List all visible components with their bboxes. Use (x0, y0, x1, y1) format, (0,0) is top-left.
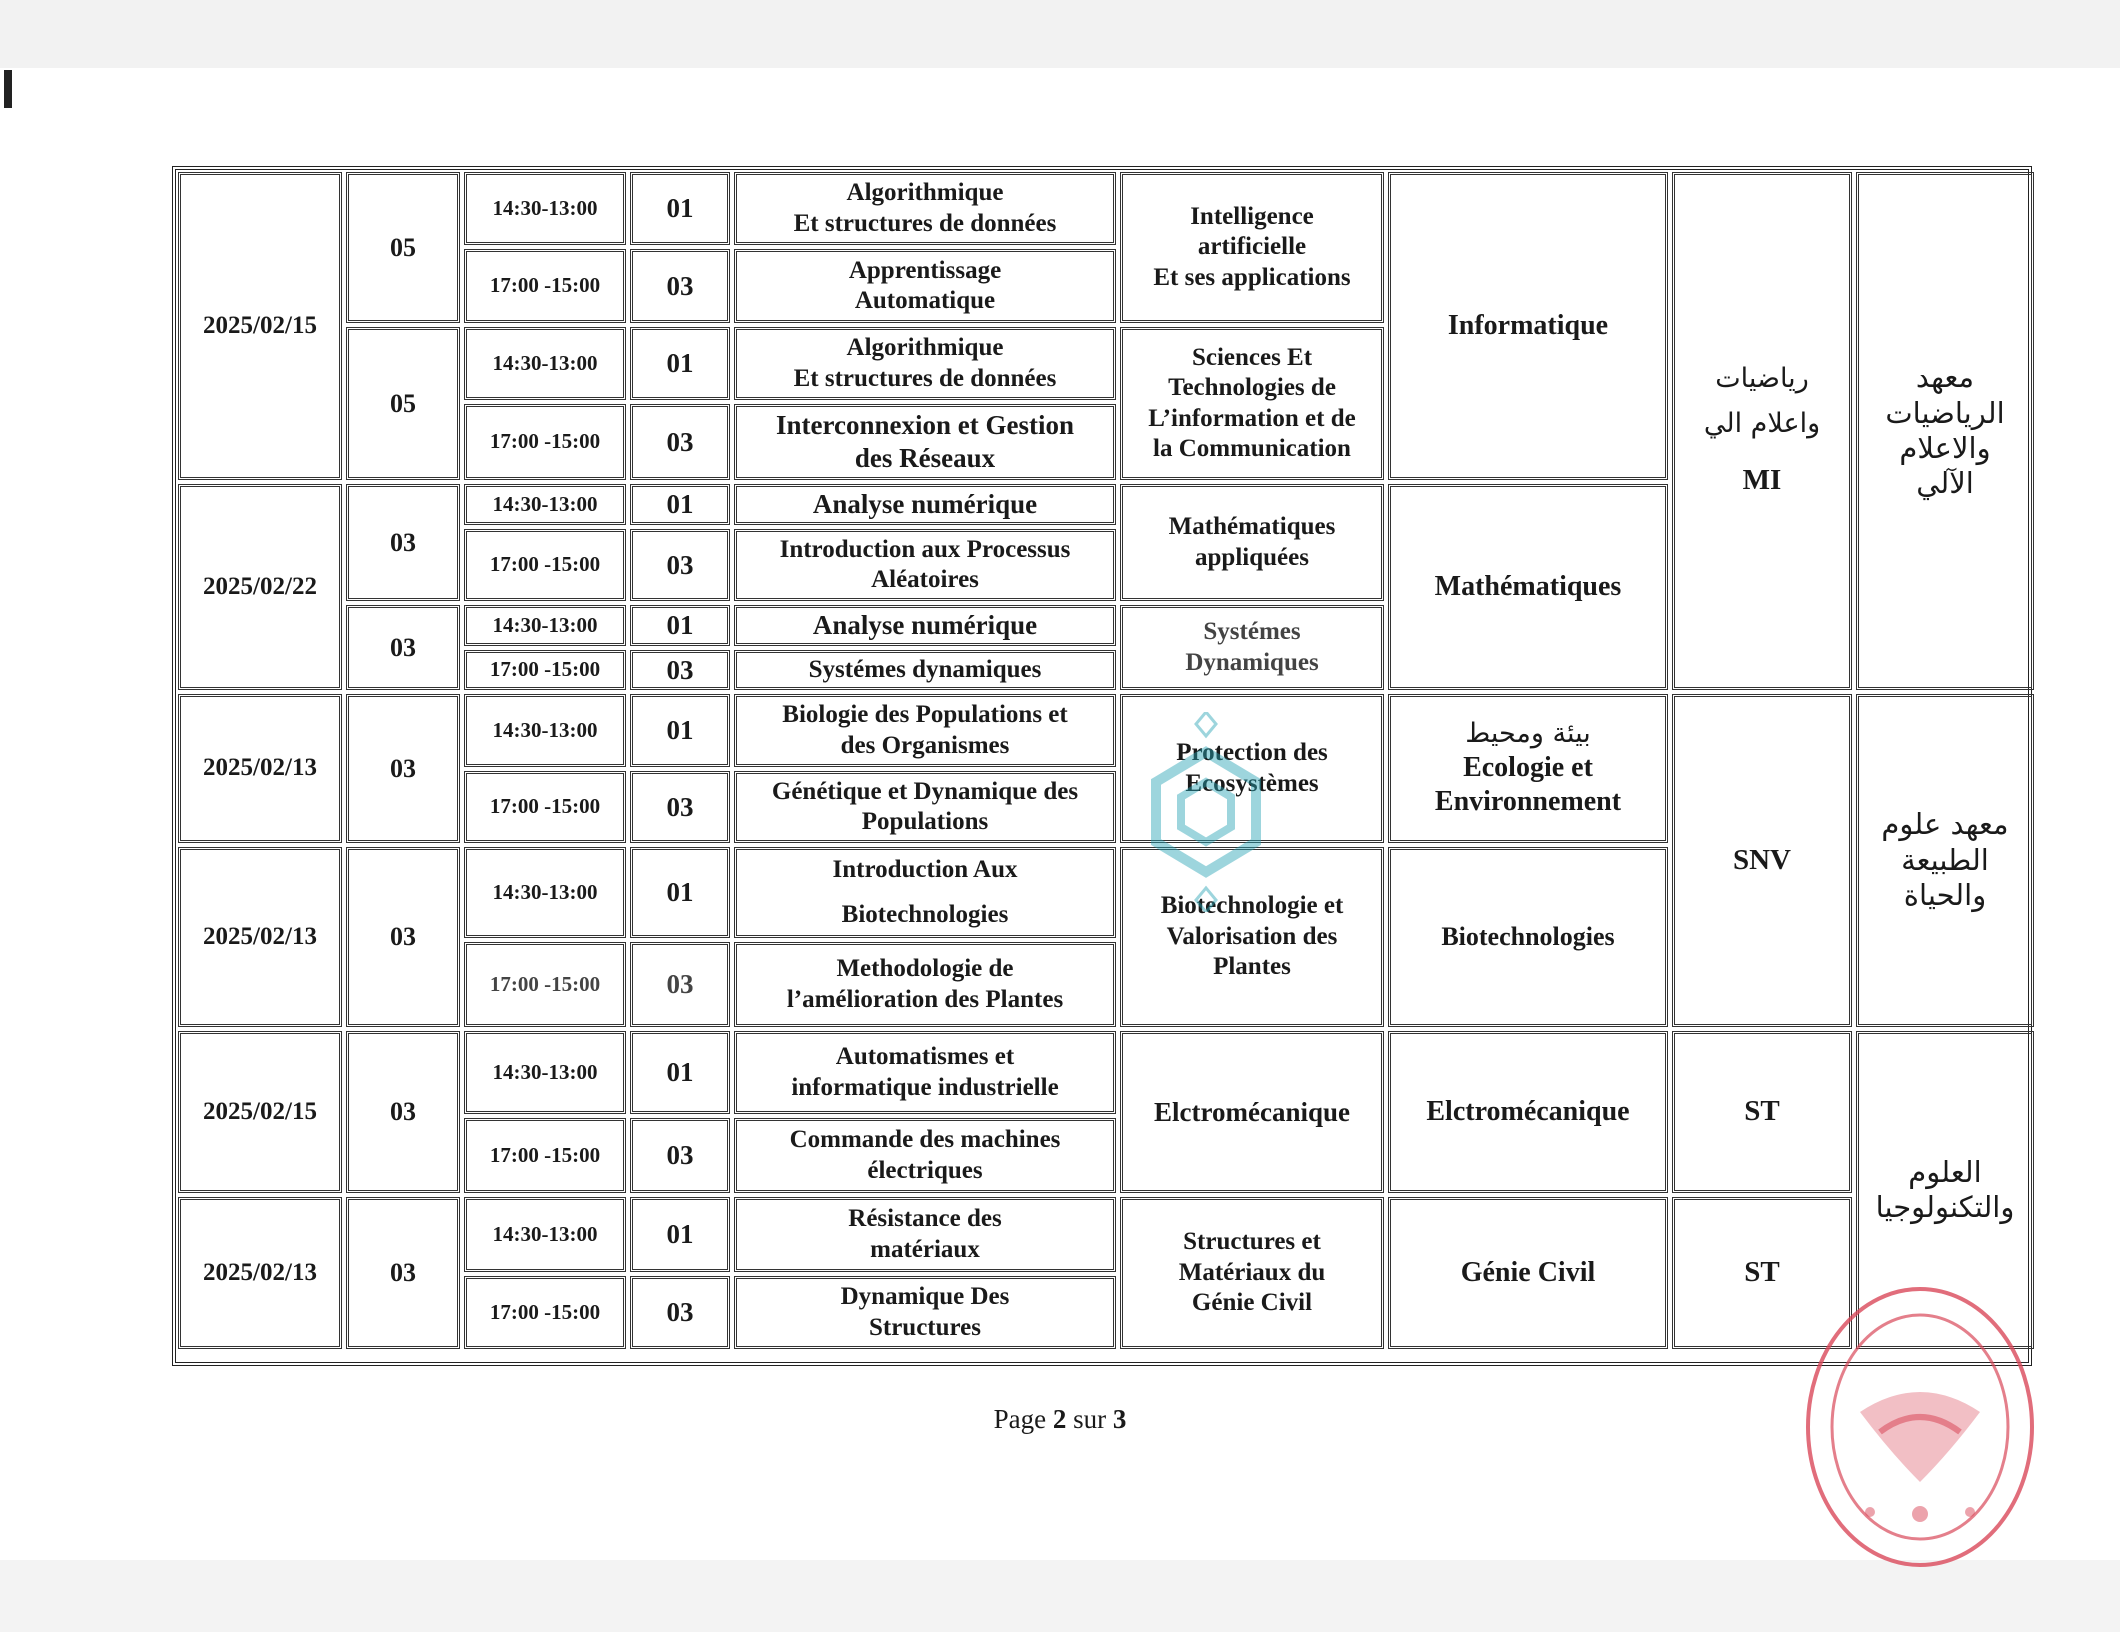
page-separator: sur (1073, 1404, 1107, 1434)
speciality-line: Matériaux du (1178, 1258, 1326, 1286)
module-line: Dynamique Des (840, 1283, 1010, 1310)
module-line: Aléatoires (871, 566, 979, 593)
exam-date: 2025/02/13 (178, 1197, 342, 1349)
exam-time: 14:30-13:00 (464, 172, 626, 245)
speciality-line: Biotechnologie et (1160, 892, 1344, 920)
exam-time: 17:00 -15:00 (464, 650, 626, 690)
module-line: Algorithmique (846, 179, 1004, 206)
speciality-line: Intelligence (1190, 202, 1314, 230)
watermark-logo (1136, 712, 1276, 912)
module-line: Génétique et Dynamique des (771, 777, 1079, 805)
speciality-line: Génie Civil (1191, 1289, 1313, 1317)
page-footer (0, 1404, 2120, 1435)
total-pages: 3 (1112, 1404, 1127, 1434)
module-line: Introduction Aux (832, 856, 1018, 883)
exam-session: 01 (630, 484, 730, 525)
exam-time: 17:00 -15:00 (464, 404, 626, 480)
speciality-line: Dynamiques (1185, 648, 1319, 676)
exam-session: 01 (630, 847, 730, 938)
exam-module (734, 942, 1116, 1027)
domaine-ar-line: رياضيات (1715, 363, 1809, 395)
domaine-cell-st: ST (1672, 1197, 1852, 1349)
exam-date: 2025/02/15 (178, 172, 342, 480)
module-line: Methodologie de (836, 955, 1014, 982)
module-line: électriques (867, 1156, 983, 1184)
exam-number: 03 (346, 484, 460, 601)
exam-number: 03 (346, 694, 460, 843)
institute-cell-snv (1856, 694, 2034, 1027)
module-line: Populations (861, 808, 989, 835)
speciality-line: L’information et de (1148, 404, 1356, 432)
institute-line: والحياة (1903, 878, 1987, 913)
exam-session: 03 (630, 249, 730, 323)
speciality-line: Valorisation des (1166, 922, 1338, 950)
module-line: Apprentissage (848, 256, 1002, 284)
institute-line: الرياضيات (1885, 395, 2005, 430)
exam-time: 17:00 -15:00 (464, 771, 626, 843)
exam-session: 01 (630, 1197, 730, 1272)
institute-line: معهد (1915, 360, 1975, 395)
exam-time: 14:30-13:00 (464, 1031, 626, 1114)
exam-module (734, 694, 1116, 767)
filiere-cell: Informatique (1388, 172, 1668, 480)
exam-time: 14:30-13:00 (464, 484, 626, 525)
exam-number: 05 (346, 327, 460, 480)
exam-module (734, 847, 1116, 938)
exam-date: 2025/02/13 (178, 694, 342, 843)
exam-number: 03 (346, 1197, 460, 1349)
scan-border-top (0, 0, 2120, 68)
exam-module (734, 1276, 1116, 1349)
exam-module (734, 1197, 1116, 1272)
module-line: Structures (868, 1313, 981, 1341)
speciality-line: appliquées (1195, 543, 1309, 571)
speciality-line: Structures et (1183, 1228, 1321, 1256)
exam-session: 03 (630, 529, 730, 601)
exam-module (734, 1118, 1116, 1193)
domaine-cell-st: ST (1672, 1031, 1852, 1193)
exam-number: 05 (346, 172, 460, 323)
module-line: Analyse numérique (812, 489, 1038, 520)
module-line: l’amélioration des Plantes (786, 985, 1064, 1013)
module-line: Analyse numérique (812, 610, 1038, 641)
exam-module (734, 1031, 1116, 1114)
speciality-line: artificielle (1197, 233, 1307, 261)
exam-session: 03 (630, 404, 730, 480)
exam-time: 14:30-13:00 (464, 847, 626, 938)
exam-module (734, 404, 1116, 480)
module-line: Introduction aux Processus (779, 535, 1071, 563)
speciality-line: Sciences Et (1191, 343, 1313, 371)
exam-session: 01 (630, 327, 730, 400)
speciality-line: Protection des (1176, 739, 1328, 766)
exam-module (734, 327, 1116, 400)
exam-time: 17:00 -15:00 (464, 1276, 626, 1349)
exam-time: 17:00 -15:00 (464, 529, 626, 601)
exam-time: 17:00 -15:00 (464, 1118, 626, 1193)
filiere-cell: Génie Civil (1388, 1197, 1668, 1349)
exam-session: 03 (630, 650, 730, 690)
filiere-line: Environnement (1434, 785, 1622, 817)
filiere-ar-line: بيئة ومحيط (1465, 717, 1591, 749)
exam-date: 2025/02/22 (178, 484, 342, 690)
module-line: Biotechnologies (841, 900, 1009, 928)
speciality-line: Plantes (1213, 953, 1291, 981)
exam-time: 17:00 -15:00 (464, 249, 626, 323)
exam-module (734, 771, 1116, 843)
speciality-line: la Communication (1153, 435, 1351, 462)
exam-number: 03 (346, 1031, 460, 1193)
exam-schedule-table (172, 166, 2032, 1366)
filiere-cell: Elctromécanique (1388, 1031, 1668, 1193)
domaine-cell-snv: SNV (1672, 694, 1852, 1027)
speciality-line: Technologies de (1168, 374, 1336, 401)
filiere-line: Ecologie et (1463, 751, 1593, 783)
speciality-line: Ecosystèmes (1185, 769, 1319, 797)
module-line: des Réseaux (854, 443, 996, 473)
exam-module (734, 650, 1116, 690)
institute-line: الآلي (1916, 466, 1974, 501)
exam-number: 03 (346, 847, 460, 1027)
exam-module (734, 484, 1116, 525)
current-page: 2 (1052, 1404, 1067, 1434)
speciality-cell (1120, 1031, 1384, 1193)
institute-line: والاعلام (1899, 431, 1991, 465)
exam-session: 03 (630, 1276, 730, 1349)
exam-session: 01 (630, 605, 730, 646)
page-label: Page (993, 1404, 1047, 1434)
institute-line: والتكنولوجيا (1875, 1190, 2015, 1224)
module-line: Résistance des (848, 1205, 1002, 1232)
institute-line: الطبيعة (1901, 842, 1989, 877)
exam-session: 01 (630, 172, 730, 245)
exam-session: 03 (630, 771, 730, 843)
module-line: Et structures de données (793, 364, 1057, 392)
module-line: Et structures de données (793, 209, 1057, 237)
exam-time: 17:00 -15:00 (464, 942, 626, 1027)
speciality-cell (1120, 1197, 1384, 1349)
module-line: des Organismes (840, 731, 1010, 759)
module-line: Automatique (854, 287, 996, 314)
exam-number: 03 (346, 605, 460, 690)
exam-module (734, 529, 1116, 601)
domaine-code: MI (1742, 464, 1782, 497)
speciality-line: Systémes (1203, 618, 1301, 645)
exam-time: 14:30-13:00 (464, 1197, 626, 1272)
speciality-line: Et ses applications (1153, 263, 1351, 291)
module-line: Systémes dynamiques (808, 655, 1042, 683)
domaine-cell-mi (1672, 172, 1852, 690)
module-line: Automatismes et (835, 1043, 1015, 1070)
module-line: Interconnexion et Gestion (776, 410, 1074, 441)
module-line: Commande des machines (789, 1126, 1061, 1153)
module-line: Biologie des Populations et (782, 701, 1068, 728)
filiere-cell (1388, 694, 1668, 843)
module-line: matériaux (870, 1235, 980, 1263)
exam-session: 01 (630, 694, 730, 767)
module-line: Algorithmique (846, 334, 1004, 361)
institute-cell-mi (1856, 172, 2034, 690)
speciality-line: Mathématiques (1168, 513, 1336, 540)
speciality-cell (1120, 172, 1384, 323)
domaine-ar-line: واعلام الي (1703, 408, 1821, 440)
speciality-cell (1120, 484, 1384, 601)
institute-line: العلوم (1908, 1154, 1982, 1189)
exam-session: 01 (630, 1031, 730, 1114)
speciality-cell (1120, 605, 1384, 690)
scan-edge-mark (4, 70, 12, 108)
exam-module (734, 605, 1116, 646)
exam-time: 14:30-13:00 (464, 605, 626, 646)
module-line: informatique industrielle (791, 1073, 1059, 1101)
exam-session: 03 (630, 942, 730, 1027)
filiere-cell: Mathématiques (1388, 484, 1668, 690)
exam-date: 2025/02/15 (178, 1031, 342, 1193)
institute-line: معهد علوم (1881, 807, 2009, 842)
exam-date: 2025/02/13 (178, 847, 342, 1027)
filiere-cell: Biotechnologies (1388, 847, 1668, 1027)
exam-session: 03 (630, 1118, 730, 1193)
exam-time: 14:30-13:00 (464, 327, 626, 400)
speciality-line: Elctromécanique (1154, 1096, 1350, 1127)
exam-time: 14:30-13:00 (464, 694, 626, 767)
exam-module (734, 249, 1116, 323)
speciality-cell (1120, 327, 1384, 480)
exam-module (734, 172, 1116, 245)
